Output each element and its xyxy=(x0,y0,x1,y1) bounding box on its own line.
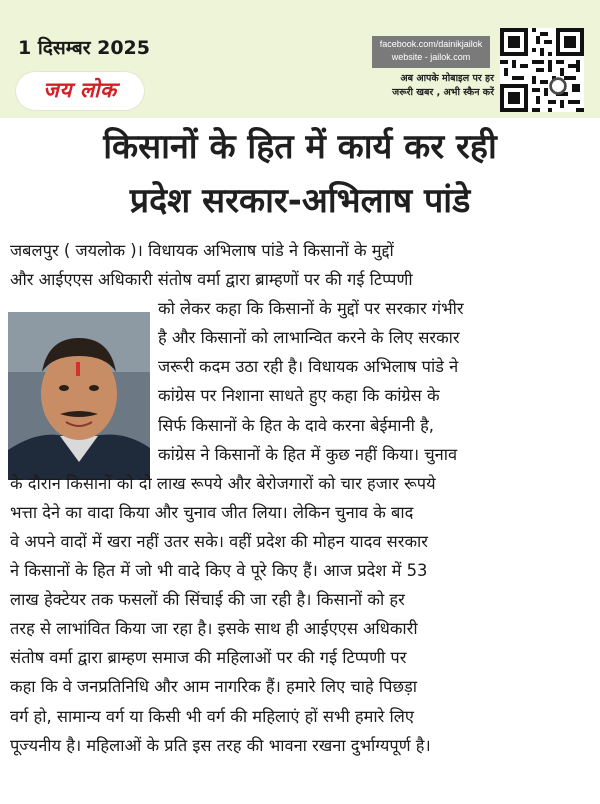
article-line: तरह से लाभांवित किया जा रहा है। इसके साथ ही आईएएस अधिकारी xyxy=(10,619,418,639)
article-line: पूज्यनीय है। महिलाओं के प्रति इस तरह की भावना रखना दुर्भाग्यपूर्ण है। xyxy=(10,735,431,755)
facebook-link-text: facebook.com/dainikjailok xyxy=(379,39,483,49)
article-line: है और किसानों को लाभान्वित करने के लिए सरकार xyxy=(158,328,460,348)
qr-code-icon xyxy=(500,28,584,112)
article-body xyxy=(10,236,590,760)
article-line: भत्ता देने का वादा किया और चुनाव जीत लिया। लेकिन चुनाव के बाद xyxy=(10,502,414,522)
website-link-text: website - jailok.com xyxy=(391,52,471,62)
jailok-logo xyxy=(16,72,144,110)
article-line: संतोष वर्मा द्वारा ब्राम्हण समाज की महिलाओं पर की गई टिप्पणी पर xyxy=(10,648,407,668)
article-line: सिर्फ किसानों के हित के दावे करना बेईमानी है, xyxy=(158,415,435,435)
article-line: को लेकर कहा कि किसानों के मुद्दों पर सरकार गंभीर xyxy=(158,299,464,319)
article-line: कांग्रेस ने किसानों के हित में कुछ नहीं किया। चुनाव xyxy=(158,444,458,464)
article-line: कहा कि वे जनप्रतिनिधि और आम नागरिक हैं। हमारे लिए चाहे पिछड़ा xyxy=(10,677,417,697)
issue-date: 1 दिसम्बर 2025 xyxy=(18,37,150,59)
article-line: के दौरान किसानों को दो लाख रूपये और बेरोजगारों को चार हजार रूपये xyxy=(10,473,436,493)
article-line: ने किसानों के हित में जो भी वादे किए वे पूरे किए हैं। आज प्रदेश में 53 xyxy=(10,561,428,581)
headline-line-2: प्रदेश सरकार-अभिलाष पांडे xyxy=(129,181,471,221)
article-line: लाख हेक्टेयर तक फसलों की सिंचाई की जा रही है। किसानों को हर xyxy=(10,590,405,610)
tagline-line-1: अब आपके मोबाइल पर हर xyxy=(400,73,494,84)
article-line: जरूरी कदम उठा रही है। विधायक अभिलाष पांडे ने xyxy=(158,357,459,377)
scan-tagline xyxy=(364,72,494,100)
article-line: कांग्रेस पर निशाना साधते हुए कहा कि कांग्रेस के xyxy=(158,386,440,406)
tagline-line-2: जरूरी खबर , अभी स्कैन करें xyxy=(392,87,494,98)
article-line: जबलपुर ( जयलोक )। विधायक अभिलाष पांडे ने किसानों के मुद्दों xyxy=(10,241,394,260)
logo-text: जय लोक xyxy=(43,77,117,102)
masthead-header xyxy=(0,0,600,118)
article-line: वे अपने वादों में खरा नहीं उतर सके। वहीं प्रदेश की मोहन यादव सरकार xyxy=(10,531,428,551)
headline-line-1: किसानों के हित में कार्य कर रही xyxy=(103,127,497,167)
article-line: वर्ग हो, सामान्य वर्ग या किसी भी वर्ग की महिलाएं हों सभी हमारे लिए xyxy=(10,706,414,726)
article-line: और आईएएस अधिकारी संतोष वर्मा द्वारा ब्राम्हणों पर की गई टिप्पणी xyxy=(10,270,413,290)
social-links-box xyxy=(372,36,490,68)
article-headline xyxy=(0,120,600,228)
